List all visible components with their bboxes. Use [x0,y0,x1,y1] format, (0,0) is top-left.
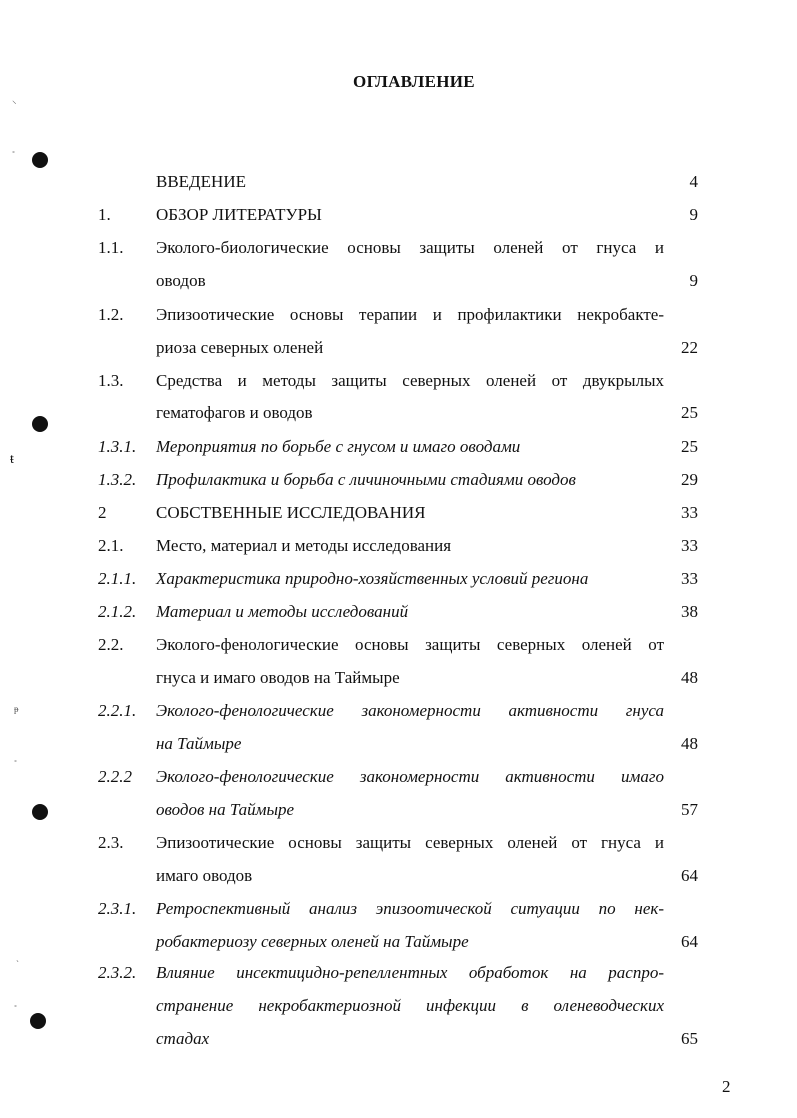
toc-entry-number: 1. [98,205,111,224]
toc-entry-text: риоза северных оленей [156,338,324,357]
toc-entry-page: 33 [681,503,698,522]
toc-entry-page: 22 [681,338,698,357]
toc-entry-page: 25 [681,403,698,422]
binder-hole-mark [32,152,48,168]
toc-entry-text: Характеристика природно-хозяйственных условий региона [156,569,589,588]
toc-entry-text: Эколого-фенологические закономерности активности имаго [156,767,664,786]
toc-entry-number: 2.2.2 [98,767,132,786]
toc-entry-number: 2.1.1. [98,569,137,588]
toc-entry-number: 1.3.1. [98,437,137,456]
toc-entry-page: 9 [689,205,698,224]
toc-entry-number: 2.1. [98,536,124,555]
toc-entry-text: Влияние инсектицидно-репеллентных обработок на распро- [156,963,664,982]
toc-entry-text: Средства и методы защиты северных оленей от двукрылых [156,371,664,390]
toc-entry-text: Эпизоотические основы терапии и профилактики некробакте- [156,305,664,324]
toc-entry-text: робактериозу северных оленей на Таймыре [156,932,469,951]
toc-entry-text: Эколого-биологические основы защиты оленей от гнуса и [156,238,664,257]
toc-entry-number: 2.3.1. [98,899,137,918]
binder-hole-mark [32,416,48,432]
toc-entry-text: на Таймыре [156,734,242,753]
toc-entry-text: Место, материал и методы исследования [156,536,452,555]
toc-entry-text: Эпизоотические основы защиты северных оленей от гнуса и [156,833,664,852]
toc-entry-text: ОБЗОР ЛИТЕРАТУРЫ [156,205,322,224]
toc-entry-page: 33 [681,536,698,555]
scan-speck: ˴ [16,955,19,965]
toc-entry-number: 2.3.2. [98,963,137,982]
toc-entry-text: Профилактика и борьба с личиночными стадиями оводов [156,470,576,489]
toc-entry-text: Ретроспективный анализ эпизоотической ситуации по нек- [156,899,664,918]
toc-entry-page: 9 [689,271,698,290]
toc-entry-page: 64 [681,932,698,951]
toc-entry-page: 64 [681,866,698,885]
toc-entry-page: 33 [681,569,698,588]
toc-entry-number: 2.2.1. [98,701,137,720]
toc-entry-page: 57 [681,800,698,819]
toc-entry-text: Эколого-фенологические основы защиты северных оленей от [156,635,664,654]
toc-entry-number: 1.1. [98,238,124,257]
scan-speck: ⸌ [12,99,17,109]
scan-speck: ᵽ [14,704,19,714]
toc-entry-text: Эколого-фенологические закономерности активности гнуса [156,701,664,720]
toc-entry-text: СОБСТВЕННЫЕ ИССЛЕДОВАНИЯ [156,503,426,522]
scan-speck: ˳ [14,997,17,1007]
toc-entry-page: 38 [681,602,698,621]
toc-entry-text: странение некробактериозной инфекции в оленеводческих [156,996,664,1015]
toc-entry-number: 2 [98,503,107,522]
page-title: ОГЛАВЛЕНИЕ [353,72,475,91]
toc-entry-text: оводов на Таймыре [156,800,295,819]
toc-entry-number: 1.3. [98,371,124,390]
toc-entry-number: 2.1.2. [98,602,137,621]
toc-entry-number: 2.3. [98,833,124,852]
toc-entry-text: Материал и методы исследований [156,602,409,621]
binder-hole-mark [32,804,48,820]
page-number: 2 [722,1077,731,1096]
scan-speck: ˳ [12,143,15,153]
toc-entry-page: 29 [681,470,698,489]
toc-entry-page: 48 [681,734,698,753]
toc-entry-page: 48 [681,668,698,687]
toc-entry-page: 65 [681,1029,698,1048]
toc-entry-text: ВВЕДЕНИЕ [156,172,246,191]
toc-entry-text: гнуса и имаго оводов на Таймыре [156,668,400,687]
toc-entry-number: 1.3.2. [98,470,137,489]
toc-entry-number: 2.2. [98,635,124,654]
binder-hole-mark [30,1013,46,1029]
toc-entry-text: стадах [156,1029,210,1048]
toc-entry-page: 25 [681,437,698,456]
toc-entry-number: 1.2. [98,305,124,324]
scan-speck: ˳ [14,752,17,762]
toc-entry-text: гематофагов и оводов [156,403,313,422]
toc-entry-page: 4 [689,172,698,191]
toc-entry-text: Мероприятия по борьбе с гнусом и имаго оводами [156,437,521,456]
scan-speck: ŧ [10,452,14,467]
toc-entry-text: имаго оводов [156,866,253,885]
toc-entry-text: оводов [156,271,206,290]
